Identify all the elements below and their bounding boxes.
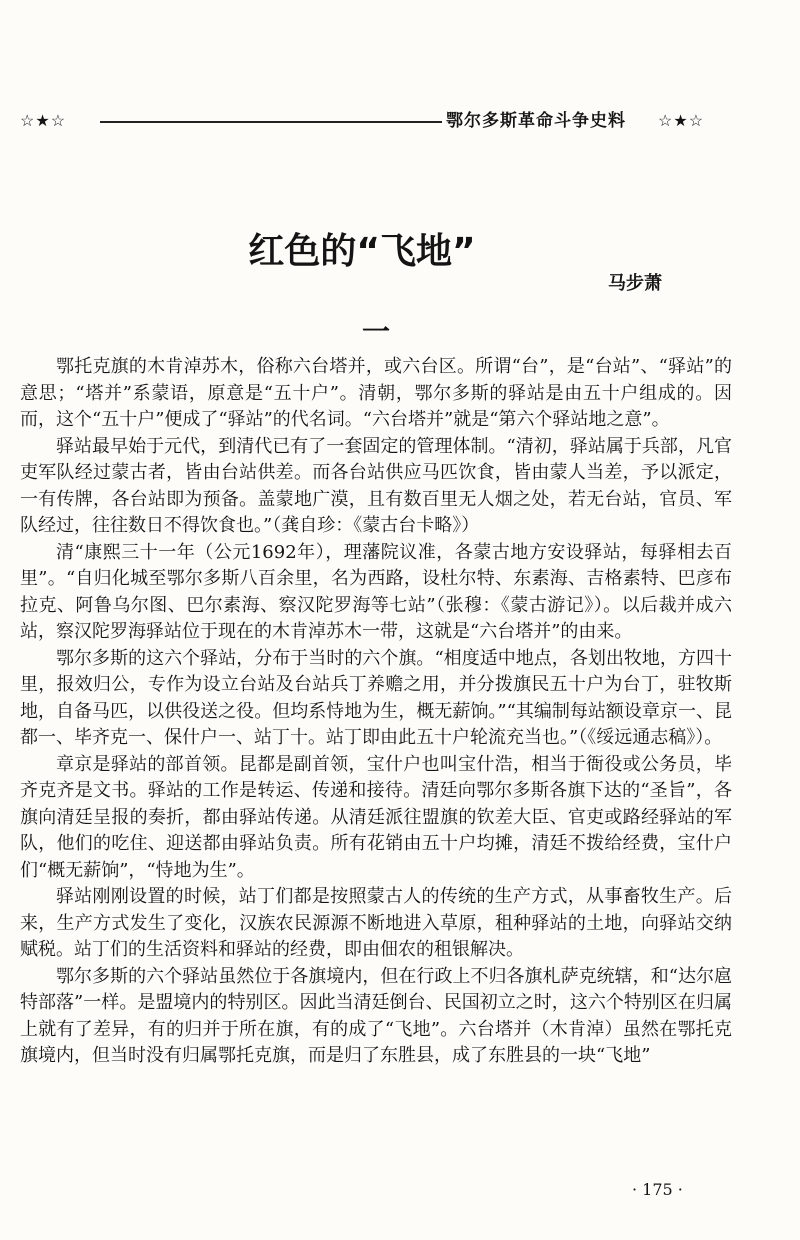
paragraph: 鄂托克旗的木肯淖苏木，俗称六台塔并，或六台区。所谓“台”，是“台站”、“驿站”的意思；“塔并”系蒙语，原意是“五十户”。清朝，鄂尔多斯的驿站是由五十户组成的。因而，这个“五十户”便成了“驿站”的代名词。“六台塔并”就是“第六个驿站地之意”。 — [20, 356, 732, 430]
paragraph: 驿站刚刚设置的时候，站丁们都是按照蒙古人的传统的生产方式，从事畜牧生产。后来，生产方式发生了变化，汉族农民源源不断地进入草原，租种驿站的土地，向驿站交纳赋税。站丁们的生活资料和驿站的经费，即由佃农的租银解决。 — [20, 886, 732, 960]
paragraph: 章京是驿站的部首领。昆都是副首领，宝什户也叫宝什浩，相当于衙役或公务员，毕齐克齐是文书。驿站的工作是转运、传递和接待。清廷向鄂尔多斯各旗下达的“圣旨”，各旗向清廷呈报的奏折，都由驿站传递。从清廷派往盟旗的钦差大臣、官吏或路经驿站的军队，他们的吃住、迎送都由驿站负责。所有花销由五十户均摊，清廷不拨给经费，宝什户们“概无薪饷”，“恃地为生”。 — [20, 753, 732, 881]
paragraph: 清“康熙三十一年（公元1692年），理藩院议准，各蒙古地方安设驿站，每驿相去百里”。“自归化城至鄂尔多斯八百余里，名为西路，设杜尔特、东素海、吉格素特、巴彦布拉克、阿鲁乌尔图、巴尔素海、察汉陀罗海等七站”（张穆：《蒙古游记》）。以后裁并成六站，察汉陀罗海驿站位于现在的木肯淖苏木一带，这就是“六台塔并”的由来。 — [20, 541, 732, 642]
author-name: 马步萧 — [608, 273, 662, 294]
book-title: 鄂尔多斯革命斗争史料 — [446, 111, 626, 131]
star-ornament-icon: ☆★☆ — [658, 111, 705, 130]
paragraph: 驿站最早始于元代，到清代已有了一套固定的管理体制。“清初，驿站属于兵部，凡官吏军队经过蒙古者，皆由台站供差。而各台站供应马匹饮食，皆由蒙人当差，予以派定，一有传牌，各台站即为预备。盖蒙地广漠，且有数百里无人烟之处，若无台站，官员、军队经过，往往数日不得饮食也。”（龚自珍：《蒙古台卡略》） — [20, 435, 732, 536]
article-body — [20, 354, 732, 1070]
page-number: · 175 · — [632, 1180, 683, 1199]
header-rule — [100, 121, 442, 123]
article-title: 红色的“飞地” — [248, 231, 476, 272]
star-ornament-icon: ☆★☆ — [20, 111, 67, 130]
section-number: 一 — [361, 315, 390, 348]
paragraph: 鄂尔多斯的这六个驿站，分布于当时的六个旗。“相度适中地点，各划出牧地，方四十里，报效归公，专作为设立台站及台站兵丁养赡之用，并分拨旗民五十户为台丁，驻牧斯地，自备马匹，以供役送之役。但均系恃地为生，概无薪饷。”“其编制每站额设章京一、昆都一、毕齐克一、保什户一、站丁十。站丁即由此五十户轮流充当也。”（《绥远通志稿》）。 — [20, 647, 732, 748]
running-header — [20, 108, 720, 134]
paragraph: 鄂尔多斯的六个驿站虽然位于各旗境内，但在行政上不归各旗札萨克统辖，和“达尔扈特部落”一样。是盟境内的特别区。因此当清廷倒台、民国初立之时，这六个特别区在归属上就有了差异，有的归并于所在旗，有的成了“飞地”。六台塔并（木肯淖）虽然在鄂托克旗境内，但当时没有归属鄂托克旗，而是归了东胜县，成了东胜县的一块“飞地” — [20, 965, 732, 1066]
